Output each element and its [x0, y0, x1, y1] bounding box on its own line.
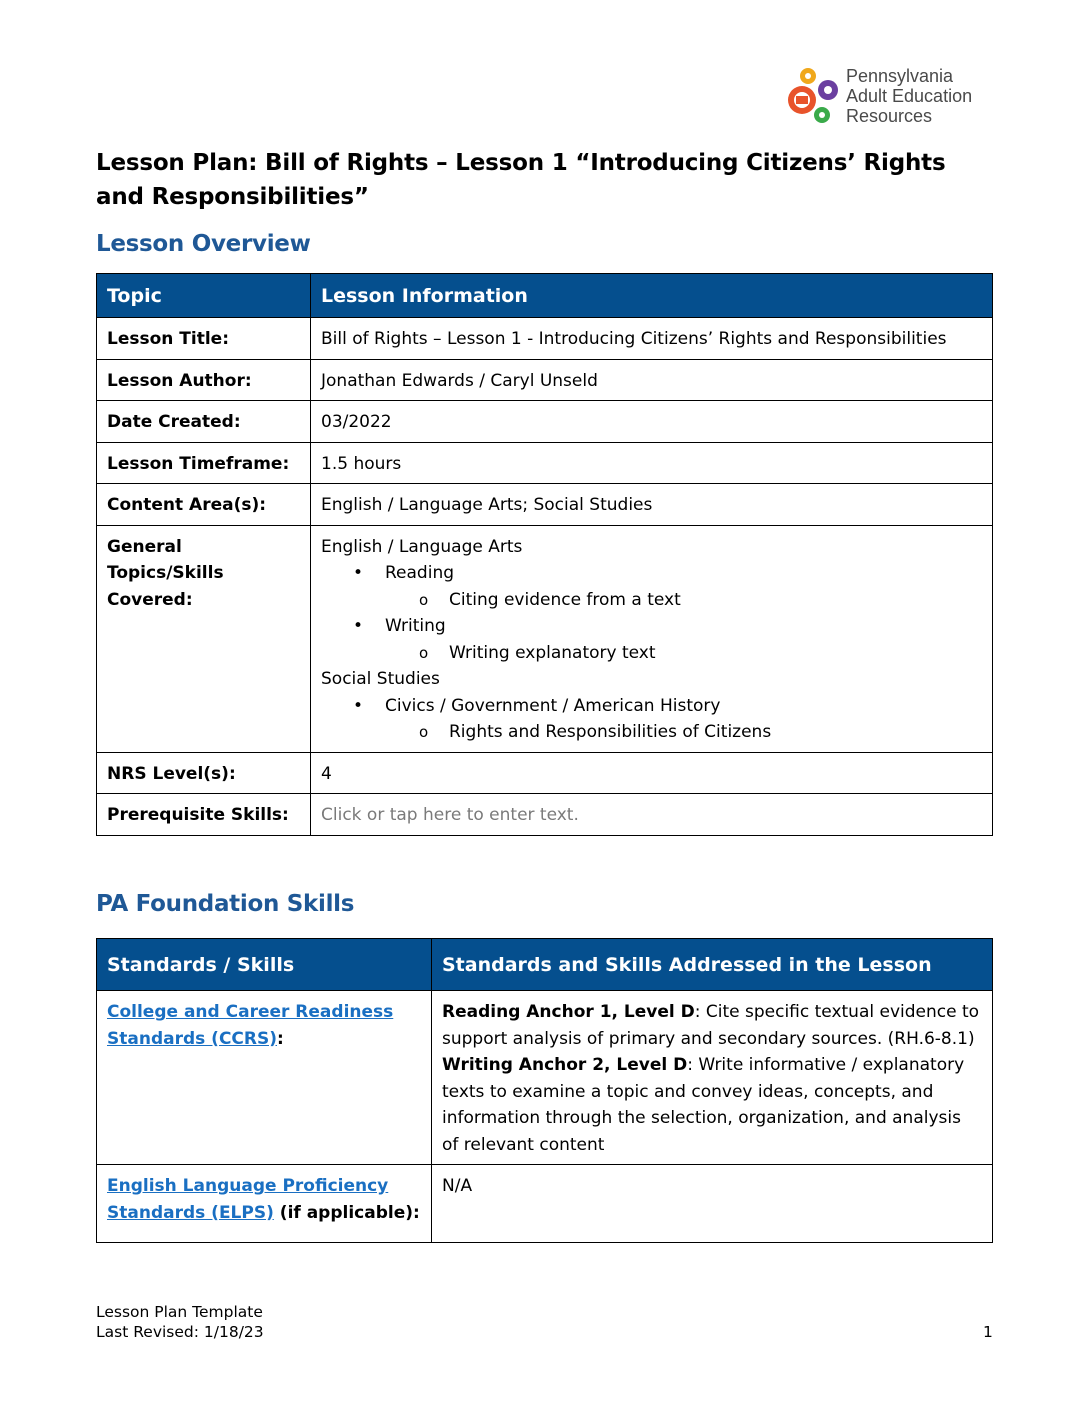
col-header-standards-addressed: Standards and Skills Addressed in the Lesson — [432, 939, 993, 991]
lesson-timeframe-label: Lesson Timeframe: — [97, 442, 311, 484]
general-topics-label: General Topics/Skills Covered: — [97, 525, 311, 752]
lesson-title-value: Bill of Rights – Lesson 1 - Introducing Citizens’ Rights and Responsibilities — [311, 318, 993, 360]
ela-skill-list — [321, 560, 982, 666]
nrs-level-value: 4 — [311, 752, 993, 794]
reading-anchor-text: : Cite specific textual evidence to support analysis of primary and secondary sources. (RH.6-8.1) — [442, 1002, 980, 1049]
gear-green — [814, 107, 830, 123]
table-row — [97, 525, 993, 752]
elps-value: N/A — [432, 1165, 993, 1243]
gears-icon — [784, 62, 846, 130]
skill-writing: Writing — [385, 616, 446, 636]
logo-line-2: Adult Education — [846, 86, 973, 106]
logo-line-1: Pennsylvania — [846, 66, 954, 86]
list-item — [321, 693, 982, 746]
table-row — [97, 752, 993, 794]
pa-adult-education-logo — [784, 62, 994, 130]
table-row — [97, 484, 993, 526]
skill-civics: Civics / Government / American History — [385, 695, 721, 716]
logo-text — [846, 66, 972, 126]
lesson-overview-heading: Lesson Overview — [96, 231, 311, 257]
reading-sub-list — [385, 587, 982, 614]
writing-sub-list — [385, 640, 982, 667]
civics-sub-list — [385, 719, 982, 746]
gear-yellow — [800, 68, 816, 84]
table-row — [97, 359, 993, 401]
pa-foundation-skills-heading: PA Foundation Skills — [96, 891, 355, 917]
table-row — [97, 794, 993, 836]
topic-social-studies: Social Studies — [321, 669, 440, 689]
footer-last-revised: Last Revised: 1/18/23 — [96, 1323, 264, 1341]
writing-anchor-label: Writing Anchor 2, Level D — [442, 1055, 688, 1075]
date-created-value: 03/2022 — [311, 401, 993, 443]
writing-anchor-text: : Write informative / explanatory texts to examine a topic and convey ideas, concepts, and information through the selection, organization, and analysis of relevant content — [442, 1055, 965, 1155]
lesson-author-value: Jonathan Edwards / Caryl Unseld — [311, 359, 993, 401]
prerequisite-skills-label: Prerequisite Skills: — [97, 794, 311, 836]
elps-suffix: (if applicable): — [273, 1202, 420, 1223]
table-header-row — [97, 274, 993, 318]
lesson-overview-table — [96, 273, 993, 836]
page-footer — [96, 1302, 264, 1342]
table-header-row — [97, 939, 993, 991]
skill-reading-sub: o Citing evidence from a text — [385, 587, 982, 614]
col-header-standards-skills: Standards / Skills — [97, 939, 432, 991]
reading-anchor-label: Reading Anchor 1, Level D — [442, 1002, 695, 1022]
table-row — [97, 442, 993, 484]
ss-skill-list — [321, 693, 982, 746]
foundation-skills-table — [96, 938, 993, 1243]
ccrs-standards-value — [432, 991, 993, 1165]
topic-ela: English / Language Arts — [321, 536, 523, 557]
table-row — [97, 1165, 993, 1243]
content-area-label: Content Area(s): — [97, 484, 311, 526]
lesson-author-label: Lesson Author: — [97, 359, 311, 401]
lesson-timeframe-value: 1.5 hours — [311, 442, 993, 484]
skill-writing-sub: o Writing explanatory text — [385, 640, 982, 667]
footer-template-name: Lesson Plan Template — [96, 1303, 263, 1321]
nrs-level-label: NRS Level(s): — [97, 752, 311, 794]
skill-reading: Reading — [385, 563, 455, 583]
general-topics-value — [311, 525, 993, 752]
logo-line-3: Resources — [846, 106, 933, 126]
lesson-title-label: Lesson Title: — [97, 318, 311, 360]
elps-cell — [97, 1165, 432, 1243]
content-area-value: English / Language Arts; Social Studies — [311, 484, 993, 526]
ccrs-cell — [97, 991, 432, 1165]
col-header-topic: Topic — [97, 274, 311, 318]
table-row — [97, 991, 993, 1165]
gear-orange — [788, 86, 816, 114]
date-created-label: Date Created: — [97, 401, 311, 443]
elps-link[interactable]: English Language Proficiency Standards (ELPS) — [107, 1176, 389, 1223]
ccrs-suffix: : — [277, 1028, 284, 1049]
skill-civics-sub: o Rights and Responsibilities of Citizens — [385, 719, 982, 746]
page-number: 1 — [983, 1323, 993, 1341]
prerequisite-skills-input[interactable]: Click or tap here to enter text. — [311, 794, 993, 836]
table-row — [97, 318, 993, 360]
list-item — [321, 560, 982, 613]
gear-purple — [818, 80, 838, 100]
table-row — [97, 401, 993, 443]
document-title: Lesson Plan: Bill of Rights – Lesson 1 “Introducing Citizens’ Rights and Responsibilities” — [96, 150, 946, 210]
col-header-lesson-information: Lesson Information — [311, 274, 993, 318]
ccrs-link[interactable]: College and Career Readiness Standards (CCRS) — [107, 1002, 394, 1049]
list-item — [321, 613, 982, 666]
